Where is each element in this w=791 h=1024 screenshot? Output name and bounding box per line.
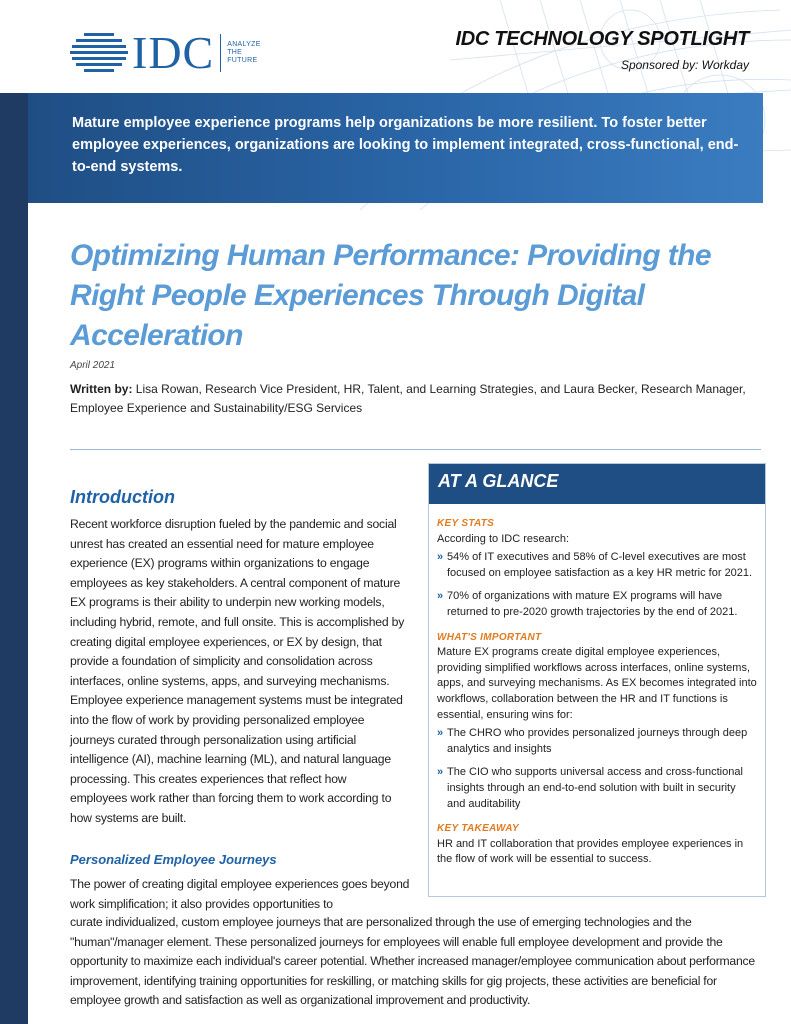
whats-important-label: WHAT'S IMPORTANT	[437, 631, 542, 643]
spotlight-title: IDC TECHNOLOGY SPOTLIGHT	[455, 28, 749, 50]
key-takeaway-text: HR and IT collaboration that provides employee experiences in the flow of work will be essential to success.	[437, 837, 744, 866]
publication-date: April 2021	[70, 360, 116, 371]
personalized-journeys-heading: Personalized Employee Journeys	[70, 852, 277, 867]
key-stats-intro: According to IDC research:	[437, 532, 570, 545]
key-takeaway-label: KEY TAKEAWAY	[437, 823, 519, 835]
bullet-arrow-icon: »	[437, 727, 444, 740]
logo-tagline: ANALYZE THE FUTURE	[227, 41, 261, 64]
whats-important-text: Mature EX programs create digital employee experiences, providing simplified workflows across interfaces, online systems, apps, and surveying mechanisms. As EX becomes integrated into workflows, collaboration between the HR and IT functions is essential, ensuring wins for:	[437, 646, 757, 721]
list-item: » The CHRO who provides personalized journeys through deep analytics and insights	[437, 727, 748, 755]
globe-stripes-icon	[70, 32, 128, 74]
introduction-paragraph: Recent workforce disruption fueled by the pandemic and social unrest has created an essential need for mature employee experience (EX) programs within organizations to engage employees as key stakeholders. A central component of mature EX programs is their ability to underpin new working models, including hybrid, remote, and full onsite. This is accomplished by creating digital employee experiences, or EX by design, that provide a foundation of simplicity and consolidation across interfaces, online systems, apps, and surveying mechanisms. Employee experience management systems must be integrated into the flow of work by providing personalized employee journeys curated through personalization using artificial intelligence (AI), machine learning (ML), and natural language processing. This creates experiences that reflect how employees work rather than forcing them to work according to how systems are built.	[70, 517, 405, 825]
bullet-arrow-icon: »	[437, 766, 444, 779]
idc-logo	[70, 27, 261, 78]
banner-text: Mature employee experience programs help organizations be more resilient. To foster better employee experiences, organizations are looking to implement integrated, cross-functional, end-to-end systems.	[72, 115, 739, 175]
at-a-glance-title: AT A GLANCE	[429, 464, 765, 504]
sponsor-line: Sponsored by: Workday	[620, 58, 749, 72]
logo-wordmark: IDC	[132, 27, 215, 78]
personalized-paragraph-start: The power of creating digital employee experiences goes beyond work simplification; it also provides opportunities to	[70, 877, 410, 911]
key-stats-label: KEY STATS	[437, 518, 495, 529]
list-item: » The CIO who supports universal access and cross-functional insights through an end-to-end solution with built in security and auditability	[437, 766, 743, 810]
introduction-heading: Introduction	[70, 487, 175, 507]
logo-divider	[220, 34, 221, 72]
bullet-arrow-icon: »	[437, 590, 444, 603]
authors-line	[70, 380, 770, 418]
section-divider	[70, 449, 761, 450]
list-item: » 54% of IT executives and 58% of C-level executives are most focused on employee satisfaction as a key HR metric for 2021.	[437, 551, 753, 579]
personalized-paragraph-rest: curate individualized, custom employee journeys that are personalized through the use of emerging technologies and the "human"/manager element. These personalized journeys for employees will enable full employee development and provide the opportunity to maximize each individual's career potential. Whether increased manager/employee communication about performance improvement, identifying training opportunities for reskilling, or matching skills for gig projects, these activities are beneficial for employee growth and satisfaction as well as organizational improvement and productivity.	[70, 915, 755, 1008]
document-title: Optimizing Human Performance: Providing the Right People Experiences Through Digital Acceleration	[70, 239, 711, 352]
bullet-arrow-icon: »	[437, 551, 444, 564]
authors-label: Written by:	[70, 382, 133, 396]
left-accent-bar	[0, 93, 28, 1024]
at-a-glance-box	[428, 463, 766, 897]
authors-text: Lisa Rowan, Research Vice President, HR, Talent, and Learning Strategies, and Laura Becker, Research Manager, Employee Experience and Sustainability/ESG Services	[70, 382, 746, 415]
list-item: » 70% of organizations with mature EX programs will have returned to pre-2020 growth trajectories by the end of 2021.	[437, 590, 738, 618]
